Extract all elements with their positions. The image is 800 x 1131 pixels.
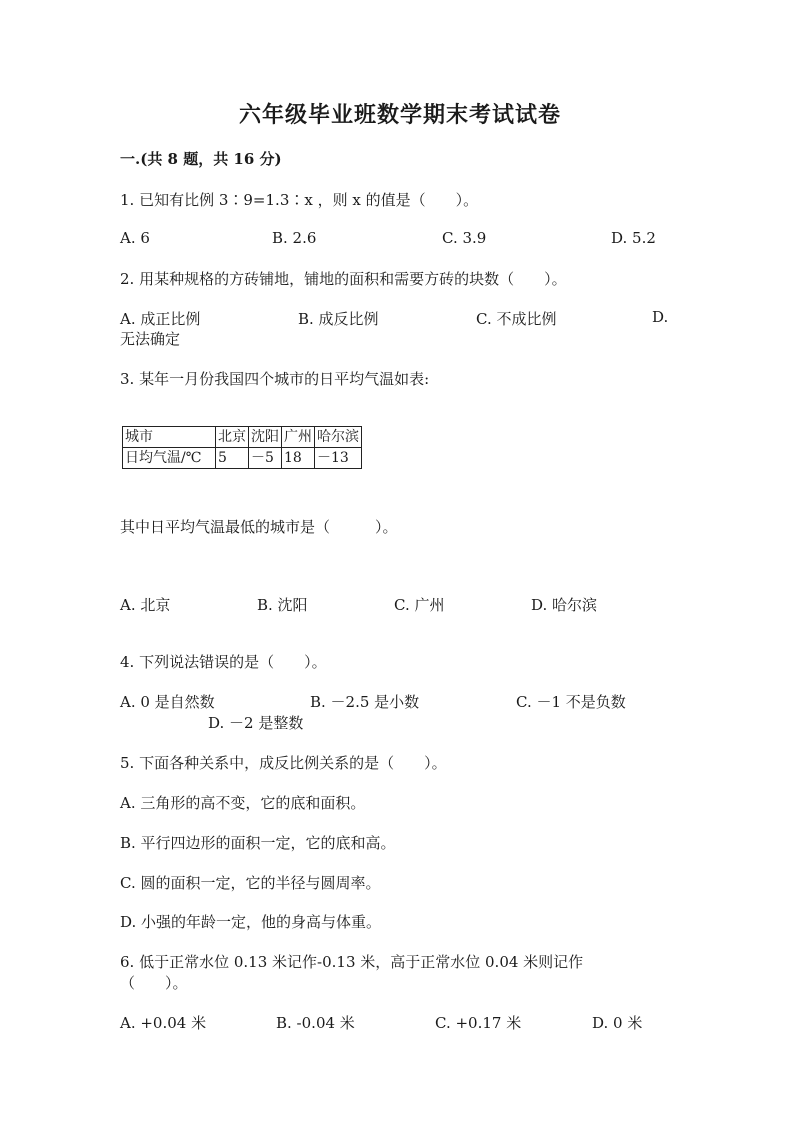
question-6-text: 6. 低于正常水位 0.13 米记作-0.13 米，高于正常水位 0.04 米则记作: [120, 953, 584, 971]
table-header-cell: 哈尔滨: [315, 427, 362, 448]
question-4-option-a[interactable]: A. 0 是自然数: [120, 693, 215, 711]
question-4-option-d[interactable]: D. －2 是整数: [208, 714, 304, 732]
question-5-option-d[interactable]: D. 小强的年龄一定，他的身高与体重。: [120, 913, 382, 931]
question-1-option-c[interactable]: C. 3.9: [442, 229, 487, 247]
question-1-option-d[interactable]: D. 5.2: [611, 229, 656, 247]
question-2-option-d-text[interactable]: 无法确定: [120, 330, 181, 348]
question-3-option-c[interactable]: C. 广州: [394, 596, 445, 614]
question-6-option-d[interactable]: D. 0 米: [592, 1014, 643, 1032]
question-2-option-d[interactable]: D.: [652, 308, 669, 326]
question-6-option-a[interactable]: A. +0.04 米: [120, 1014, 207, 1032]
table-header-cell: 广州: [282, 427, 315, 448]
question-5-option-a[interactable]: A. 三角形的高不变，它的底和面积。: [120, 794, 366, 812]
question-2-option-b[interactable]: B. 成反比例: [298, 310, 379, 328]
question-3-option-b[interactable]: B. 沈阳: [257, 596, 308, 614]
table-cell: 5: [216, 448, 249, 469]
question-5-option-c[interactable]: C. 圆的面积一定，它的半径与圆周率。: [120, 874, 381, 892]
question-4-option-b[interactable]: B. －2.5 是小数: [310, 693, 420, 711]
table-row: [123, 448, 362, 469]
table-header-cell: 北京: [216, 427, 249, 448]
question-3-text: 3. 某年一月份我国四个城市的日平均气温如表:: [120, 370, 430, 388]
question-2-option-c[interactable]: C. 不成比例: [476, 310, 557, 328]
question-5-option-b[interactable]: B. 平行四边形的面积一定，它的底和高。: [120, 834, 396, 852]
temperature-table: [122, 426, 362, 469]
section-heading: 一.(共 8 题，共 16 分): [120, 150, 282, 168]
question-1-option-b[interactable]: B. 2.6: [272, 229, 317, 247]
question-5-text: 5. 下面各种关系中，成反比例关系的是（ ）。: [120, 754, 447, 772]
table-cell: －5: [249, 448, 282, 469]
question-6-text-continued: （ ）。: [120, 974, 188, 992]
table-header-cell: 城市: [123, 427, 216, 448]
table-cell: 日均气温/℃: [123, 448, 216, 469]
question-1-option-a[interactable]: A. 6: [120, 229, 150, 247]
table-cell: －13: [315, 448, 362, 469]
table-header-row: [123, 427, 362, 448]
question-2-text: 2. 用某种规格的方砖铺地，铺地的面积和需要方砖的块数（ ）。: [120, 270, 567, 288]
question-3-followup: 其中日平均气温最低的城市是（ ）。: [120, 518, 398, 536]
question-4-option-c[interactable]: C. －1 不是负数: [516, 693, 626, 711]
question-2-option-a[interactable]: A. 成正比例: [120, 310, 201, 328]
table-cell: 18: [282, 448, 315, 469]
question-1-text: 1. 已知有比例 3∶9=1.3∶x ，则 x 的值是（ ）。: [120, 191, 479, 209]
question-3-option-a[interactable]: A. 北京: [120, 596, 171, 614]
question-6-option-b[interactable]: B. -0.04 米: [276, 1014, 355, 1032]
table-header-cell: 沈阳: [249, 427, 282, 448]
page-title: 六年级毕业班数学期末考试试卷: [238, 102, 561, 128]
question-6-option-c[interactable]: C. +0.17 米: [435, 1014, 522, 1032]
question-3-option-d[interactable]: D. 哈尔滨: [531, 596, 598, 614]
question-4-text: 4. 下列说法错误的是（ ）。: [120, 653, 327, 671]
